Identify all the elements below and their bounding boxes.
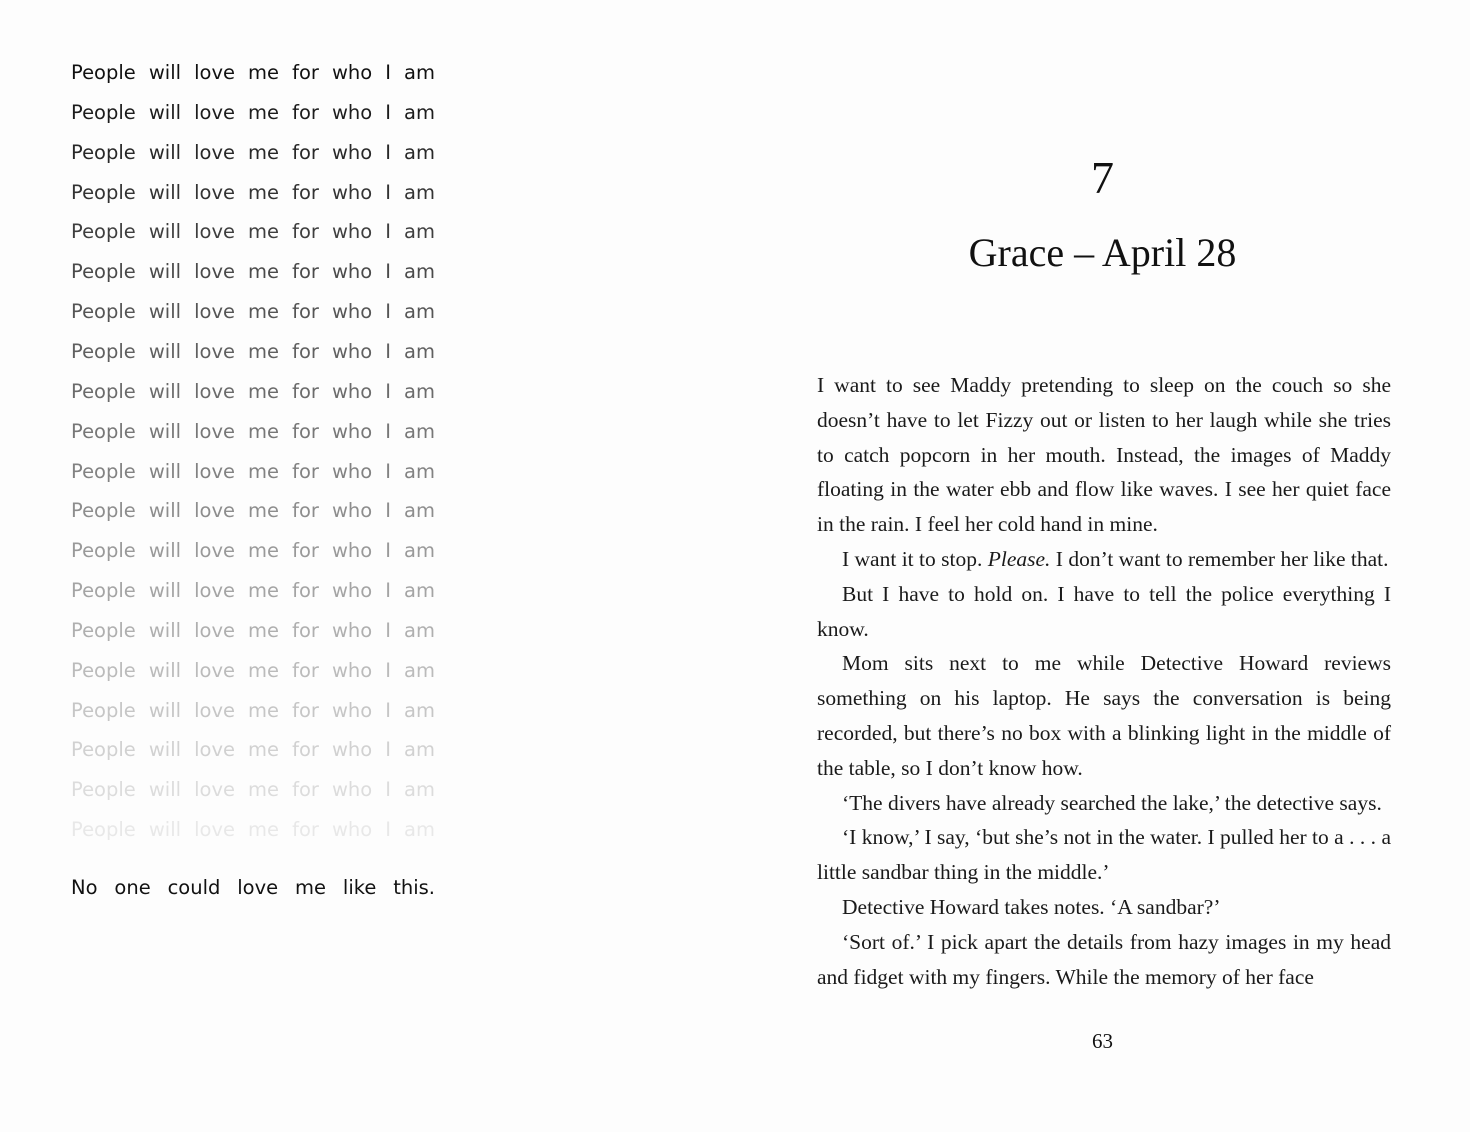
repeated-word: for	[292, 61, 319, 84]
repeated-word: for	[292, 260, 319, 284]
repeated-word: me	[248, 698, 280, 722]
repeated-word: People	[71, 61, 136, 84]
text-run: I want it to stop.	[842, 546, 988, 571]
paragraph: ‘Sort of.’ I pick apart the details from hazy images in my head and fidget with my fingers. While the memory of her face	[817, 929, 1391, 989]
repeated-word: me	[248, 579, 280, 603]
repeated-word: I	[385, 419, 391, 443]
repeated-word: am	[404, 300, 435, 324]
repeated-word: who	[331, 180, 373, 204]
repeated-word: am	[404, 140, 435, 164]
repeated-line	[71, 539, 435, 563]
repeated-word: will	[148, 618, 182, 642]
repeated-word: me	[248, 339, 280, 363]
repeated-word: me	[248, 539, 280, 563]
closing-word: could	[167, 876, 221, 899]
repeated-word: I	[385, 818, 391, 842]
repeated-line	[71, 61, 435, 85]
repeated-word: People	[71, 180, 136, 204]
repeated-word: me	[248, 220, 280, 244]
repeated-word: People	[71, 419, 136, 443]
paragraph: ‘I know,’ I say, ‘but she’s not in the water. I pulled her to a . . . a little sandbar thing in the middle.’	[817, 825, 1391, 885]
repeated-word: love	[194, 658, 235, 682]
repeated-word: am	[404, 459, 435, 483]
repeated-word: love	[194, 140, 235, 164]
repeated-word: who	[331, 220, 373, 244]
repeated-word: will	[148, 61, 182, 84]
repeated-line	[71, 818, 435, 842]
repeated-word: who	[331, 579, 373, 603]
emphasis-text: Please.	[987, 546, 1051, 571]
repeated-line	[71, 579, 435, 603]
repeated-word: am	[404, 658, 435, 682]
repeated-word: will	[148, 379, 182, 403]
repeated-word: me	[248, 818, 280, 842]
repeated-line	[71, 619, 435, 643]
repeated-line	[71, 141, 435, 165]
repeated-word: I	[385, 379, 391, 403]
repeated-word: love	[194, 818, 235, 842]
closing-word: like	[342, 876, 377, 899]
repeated-word: love	[194, 339, 235, 363]
repeated-word: I	[385, 658, 391, 682]
repeated-word: for	[292, 499, 319, 523]
repeated-word: love	[194, 220, 235, 244]
repeated-word: People	[71, 818, 136, 842]
repeated-word: will	[148, 220, 182, 244]
repeated-word: People	[71, 300, 136, 324]
repeated-word: who	[331, 618, 373, 642]
repeated-word: am	[404, 100, 435, 124]
repeated-word: I	[385, 738, 391, 762]
repeated-word: will	[148, 419, 182, 443]
repeated-line	[71, 380, 435, 404]
repeated-word: People	[71, 499, 136, 523]
repeated-word: me	[248, 499, 280, 523]
repeated-word: I	[385, 300, 391, 324]
repeated-word: People	[71, 140, 136, 164]
repeated-word: love	[194, 539, 235, 563]
repeated-line	[71, 659, 435, 683]
closing-word: one	[114, 876, 151, 899]
repeated-word: me	[248, 300, 280, 324]
repeated-word: me	[248, 61, 280, 84]
repeated-word: I	[385, 778, 391, 802]
repeated-word: love	[194, 379, 235, 403]
paragraph: Mom sits next to me while Detective Howard reviews something on his laptop. He says the conversation is being recorded, but there’s no box with a blinking light in the middle of the table, so I don’t know how.	[817, 651, 1391, 780]
repeated-word: I	[385, 539, 391, 563]
paragraph: Detective Howard takes notes. ‘A sandbar?’	[842, 894, 1221, 919]
repeated-word: love	[194, 579, 235, 603]
repeated-word: I	[385, 140, 391, 164]
repeated-word: who	[331, 419, 373, 443]
repeated-word: who	[331, 539, 373, 563]
closing-word: No	[71, 876, 98, 899]
repeated-word: People	[71, 459, 136, 483]
repeated-word: I	[385, 61, 391, 84]
repeated-word: will	[148, 658, 182, 682]
repeated-word: who	[331, 738, 373, 762]
repeated-word: will	[148, 459, 182, 483]
repeated-word: who	[331, 61, 373, 84]
repeated-word: am	[404, 579, 435, 603]
repeated-word: will	[148, 260, 182, 284]
repeated-word: for	[292, 459, 319, 483]
repeated-word: for	[292, 419, 319, 443]
repeated-word: will	[148, 300, 182, 324]
repeated-word: me	[248, 778, 280, 802]
right-page	[735, 0, 1470, 1132]
repeated-word: me	[248, 260, 280, 284]
repeated-word: I	[385, 100, 391, 124]
repeated-word: who	[331, 778, 373, 802]
repeated-word: me	[248, 379, 280, 403]
closing-word: love	[237, 876, 279, 899]
repeated-line	[71, 340, 435, 364]
repeated-word: for	[292, 140, 319, 164]
repeated-word: me	[248, 459, 280, 483]
repeated-line	[71, 499, 435, 523]
paragraph: ‘The divers have already searched the lake,’ the detective says.	[842, 790, 1382, 815]
repeated-word: will	[148, 778, 182, 802]
repeated-word: I	[385, 459, 391, 483]
repeated-word: who	[331, 140, 373, 164]
repeated-word: me	[248, 140, 280, 164]
repeated-word: for	[292, 220, 319, 244]
repeated-line	[71, 101, 435, 125]
repeated-word: love	[194, 300, 235, 324]
repeated-word: who	[331, 698, 373, 722]
repeated-word: am	[404, 220, 435, 244]
repeated-word: who	[331, 300, 373, 324]
repeated-word: am	[404, 698, 435, 722]
page-number: 63	[1092, 1029, 1113, 1053]
repeated-word: for	[292, 698, 319, 722]
repeated-line	[71, 300, 435, 324]
repeated-word: for	[292, 339, 319, 363]
repeated-word: love	[194, 698, 235, 722]
repeated-word: People	[71, 658, 136, 682]
repeated-word: People	[71, 379, 136, 403]
repeated-word: will	[148, 818, 182, 842]
repeated-word: love	[194, 738, 235, 762]
repeated-word: me	[248, 738, 280, 762]
repeated-word: People	[71, 339, 136, 363]
repeated-line	[71, 460, 435, 484]
closing-word: this.	[393, 876, 435, 899]
repeated-word: who	[331, 499, 373, 523]
repeated-word: am	[404, 539, 435, 563]
repeated-word: will	[148, 339, 182, 363]
repeated-word: for	[292, 100, 319, 124]
repeated-word: will	[148, 579, 182, 603]
paragraph	[817, 542, 1391, 577]
repeated-line	[71, 181, 435, 205]
repeated-word: me	[248, 180, 280, 204]
repeated-word: for	[292, 379, 319, 403]
repeated-word: am	[404, 499, 435, 523]
repeated-word: for	[292, 180, 319, 204]
repeated-word: who	[331, 339, 373, 363]
repeated-word: me	[248, 419, 280, 443]
repeated-line	[71, 778, 435, 802]
repeated-word: for	[292, 658, 319, 682]
repeated-word: I	[385, 579, 391, 603]
repeated-word: I	[385, 180, 391, 204]
repeated-word: love	[194, 180, 235, 204]
repeated-word: People	[71, 100, 136, 124]
repeated-word: love	[194, 100, 235, 124]
repeated-word: I	[385, 618, 391, 642]
repeated-word: for	[292, 618, 319, 642]
repeated-line	[71, 699, 435, 723]
chapter-title: Grace – April 28	[968, 230, 1237, 275]
repeated-word: I	[385, 260, 391, 284]
repeated-word: People	[71, 260, 136, 284]
repeated-line	[71, 220, 435, 244]
repeated-word: will	[148, 140, 182, 164]
repeated-word: People	[71, 698, 136, 722]
paragraph: I want to see Maddy pretending to sleep on the couch so she doesn’t have to let Fizzy out or listen to her laugh while she tries to catch popcorn in her mouth. Instead, the images of Maddy floating in the water ebb and flow like waves. I see her quiet face in the rain. I feel her cold hand in mine.	[817, 373, 1391, 537]
repeated-word: who	[331, 658, 373, 682]
repeated-word: People	[71, 539, 136, 563]
repeated-word: am	[404, 818, 435, 842]
repeated-word: am	[404, 339, 435, 363]
repeated-word: People	[71, 220, 136, 244]
repeated-word: love	[194, 419, 235, 443]
repeated-word: am	[404, 180, 435, 204]
repeated-word: will	[148, 698, 182, 722]
repeated-word: who	[331, 379, 373, 403]
chapter-number: 7	[1091, 152, 1114, 203]
repeated-word: will	[148, 180, 182, 204]
paragraph: But I have to hold on. I have to tell the police everything I know.	[817, 581, 1391, 641]
repeated-word: am	[404, 61, 435, 84]
repeated-word: am	[404, 738, 435, 762]
repeated-word: People	[71, 778, 136, 802]
repeated-word: People	[71, 618, 136, 642]
repeated-word: love	[194, 778, 235, 802]
repeated-word: for	[292, 738, 319, 762]
repeated-word: will	[148, 100, 182, 124]
closing-word: me	[295, 876, 327, 899]
repeated-word: for	[292, 539, 319, 563]
repeated-word: love	[194, 61, 235, 84]
repeated-line	[71, 260, 435, 284]
repeated-word: love	[194, 459, 235, 483]
repeated-word: for	[292, 818, 319, 842]
repeated-word: am	[404, 260, 435, 284]
repeated-word: for	[292, 778, 319, 802]
repeated-word: who	[331, 459, 373, 483]
repeated-word: will	[148, 738, 182, 762]
repeated-line	[71, 420, 435, 444]
repeated-word: will	[148, 499, 182, 523]
repeated-word: for	[292, 579, 319, 603]
repeated-word: am	[404, 618, 435, 642]
repeated-word: me	[248, 100, 280, 124]
repeated-word: am	[404, 419, 435, 443]
repeated-word: love	[194, 499, 235, 523]
repeated-word: me	[248, 618, 280, 642]
repeated-word: I	[385, 220, 391, 244]
repeated-word: love	[194, 618, 235, 642]
repeated-word: who	[331, 100, 373, 124]
text-run: I don’t want to remember her like that.	[1050, 546, 1389, 571]
repeated-word: People	[71, 579, 136, 603]
repeated-word: will	[148, 539, 182, 563]
closing-line	[71, 876, 435, 900]
repeated-word: am	[404, 379, 435, 403]
repeated-word: am	[404, 778, 435, 802]
chapter-body	[817, 368, 1391, 994]
repeated-word: I	[385, 698, 391, 722]
repeated-word: who	[331, 818, 373, 842]
repeated-word: for	[292, 300, 319, 324]
repeated-word: I	[385, 499, 391, 523]
repeated-word: People	[71, 738, 136, 762]
repeated-word: I	[385, 339, 391, 363]
repeated-line	[71, 738, 435, 762]
repeated-word: who	[331, 260, 373, 284]
repeated-word: me	[248, 658, 280, 682]
repeated-word: love	[194, 260, 235, 284]
